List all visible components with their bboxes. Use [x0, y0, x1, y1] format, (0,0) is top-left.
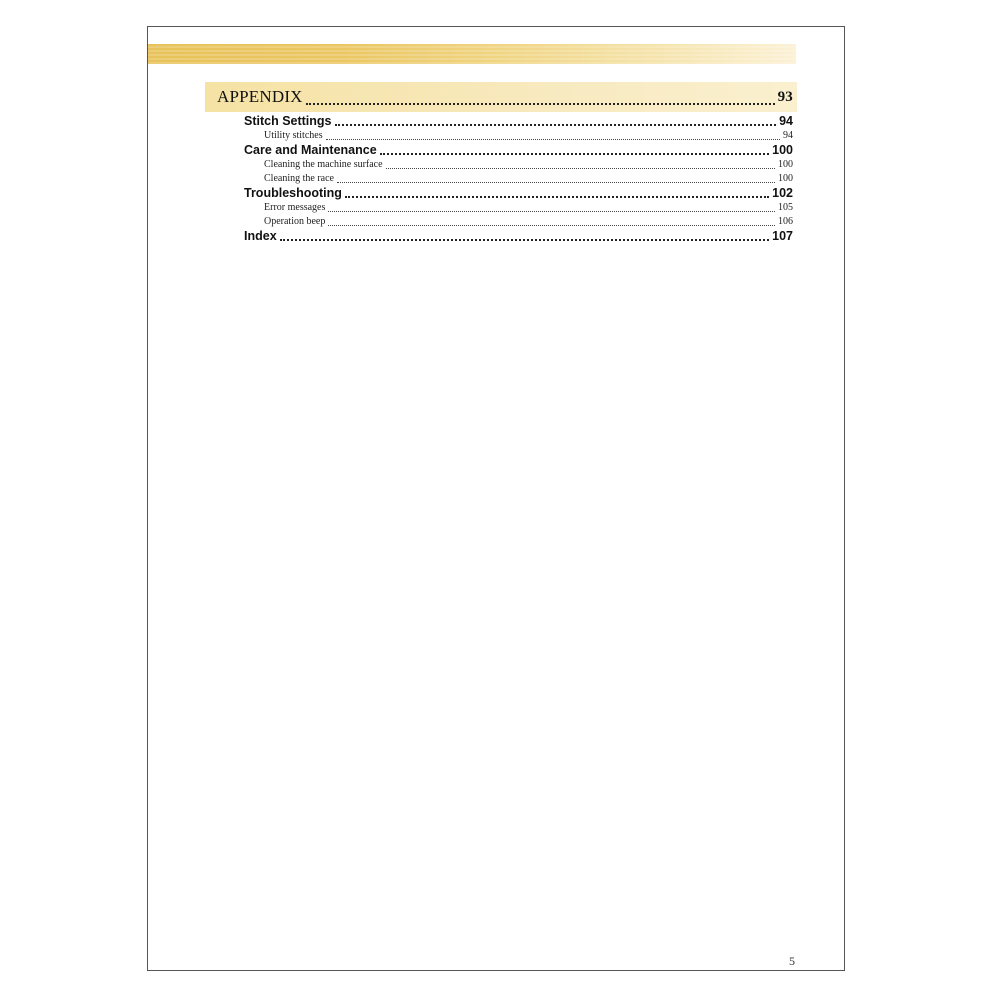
- dot-leader: [306, 82, 775, 112]
- toc-entry-title: Cleaning the race: [264, 173, 334, 184]
- toc-entry-operation-beep[interactable]: [205, 215, 797, 229]
- toc-entry-cleaning-machine-surface[interactable]: [205, 158, 797, 172]
- toc-entry-title: Care and Maintenance: [244, 143, 377, 157]
- dot-leader: [345, 186, 769, 201]
- dot-leader: [337, 172, 775, 186]
- toc-entry-page: 102: [772, 186, 793, 200]
- toc-entry-title: Error messages: [264, 202, 326, 213]
- toc-section-appendix[interactable]: [205, 82, 797, 112]
- header-decorative-band: [148, 44, 796, 64]
- toc-entry-page: 105: [778, 202, 793, 213]
- page-number: 5: [789, 954, 795, 968]
- dot-leader: [280, 229, 769, 244]
- toc-entry-page: 94: [779, 114, 793, 128]
- document-page: [147, 26, 845, 971]
- toc-entry-page: 106: [778, 216, 793, 227]
- toc-entry-utility-stitches[interactable]: [205, 129, 797, 143]
- toc-entry-care-and-maintenance[interactable]: [205, 143, 797, 158]
- dot-leader: [326, 129, 780, 143]
- toc-entry-page: 100: [778, 159, 793, 170]
- toc-entry-page: 100: [772, 143, 793, 157]
- toc-entry-title: Troubleshooting: [244, 186, 342, 200]
- dot-leader: [380, 143, 769, 158]
- toc-entry-title: Utility stitches: [264, 130, 323, 141]
- dot-leader: [386, 158, 775, 172]
- toc-entry-title: Stitch Settings: [244, 114, 332, 128]
- toc-entry-stitch-settings[interactable]: [205, 114, 797, 129]
- toc-entry-page: 94: [783, 130, 793, 141]
- toc-entry-cleaning-race[interactable]: [205, 172, 797, 186]
- toc-entry-index[interactable]: [205, 229, 797, 244]
- toc-entry-title: Index: [244, 229, 277, 243]
- dot-leader: [335, 114, 777, 129]
- table-of-contents: [205, 82, 797, 244]
- toc-entry-title: Cleaning the machine surface: [264, 159, 383, 170]
- dot-leader: [328, 201, 775, 215]
- toc-section-title: APPENDIX: [217, 87, 303, 106]
- toc-entry-title: Operation beep: [264, 216, 326, 227]
- toc-entry-page: 107: [772, 229, 793, 243]
- toc-section-page: 93: [777, 88, 793, 105]
- toc-entry-page: 100: [778, 173, 793, 184]
- toc-entry-troubleshooting[interactable]: [205, 186, 797, 201]
- toc-entry-error-messages[interactable]: [205, 201, 797, 215]
- dot-leader: [328, 215, 775, 229]
